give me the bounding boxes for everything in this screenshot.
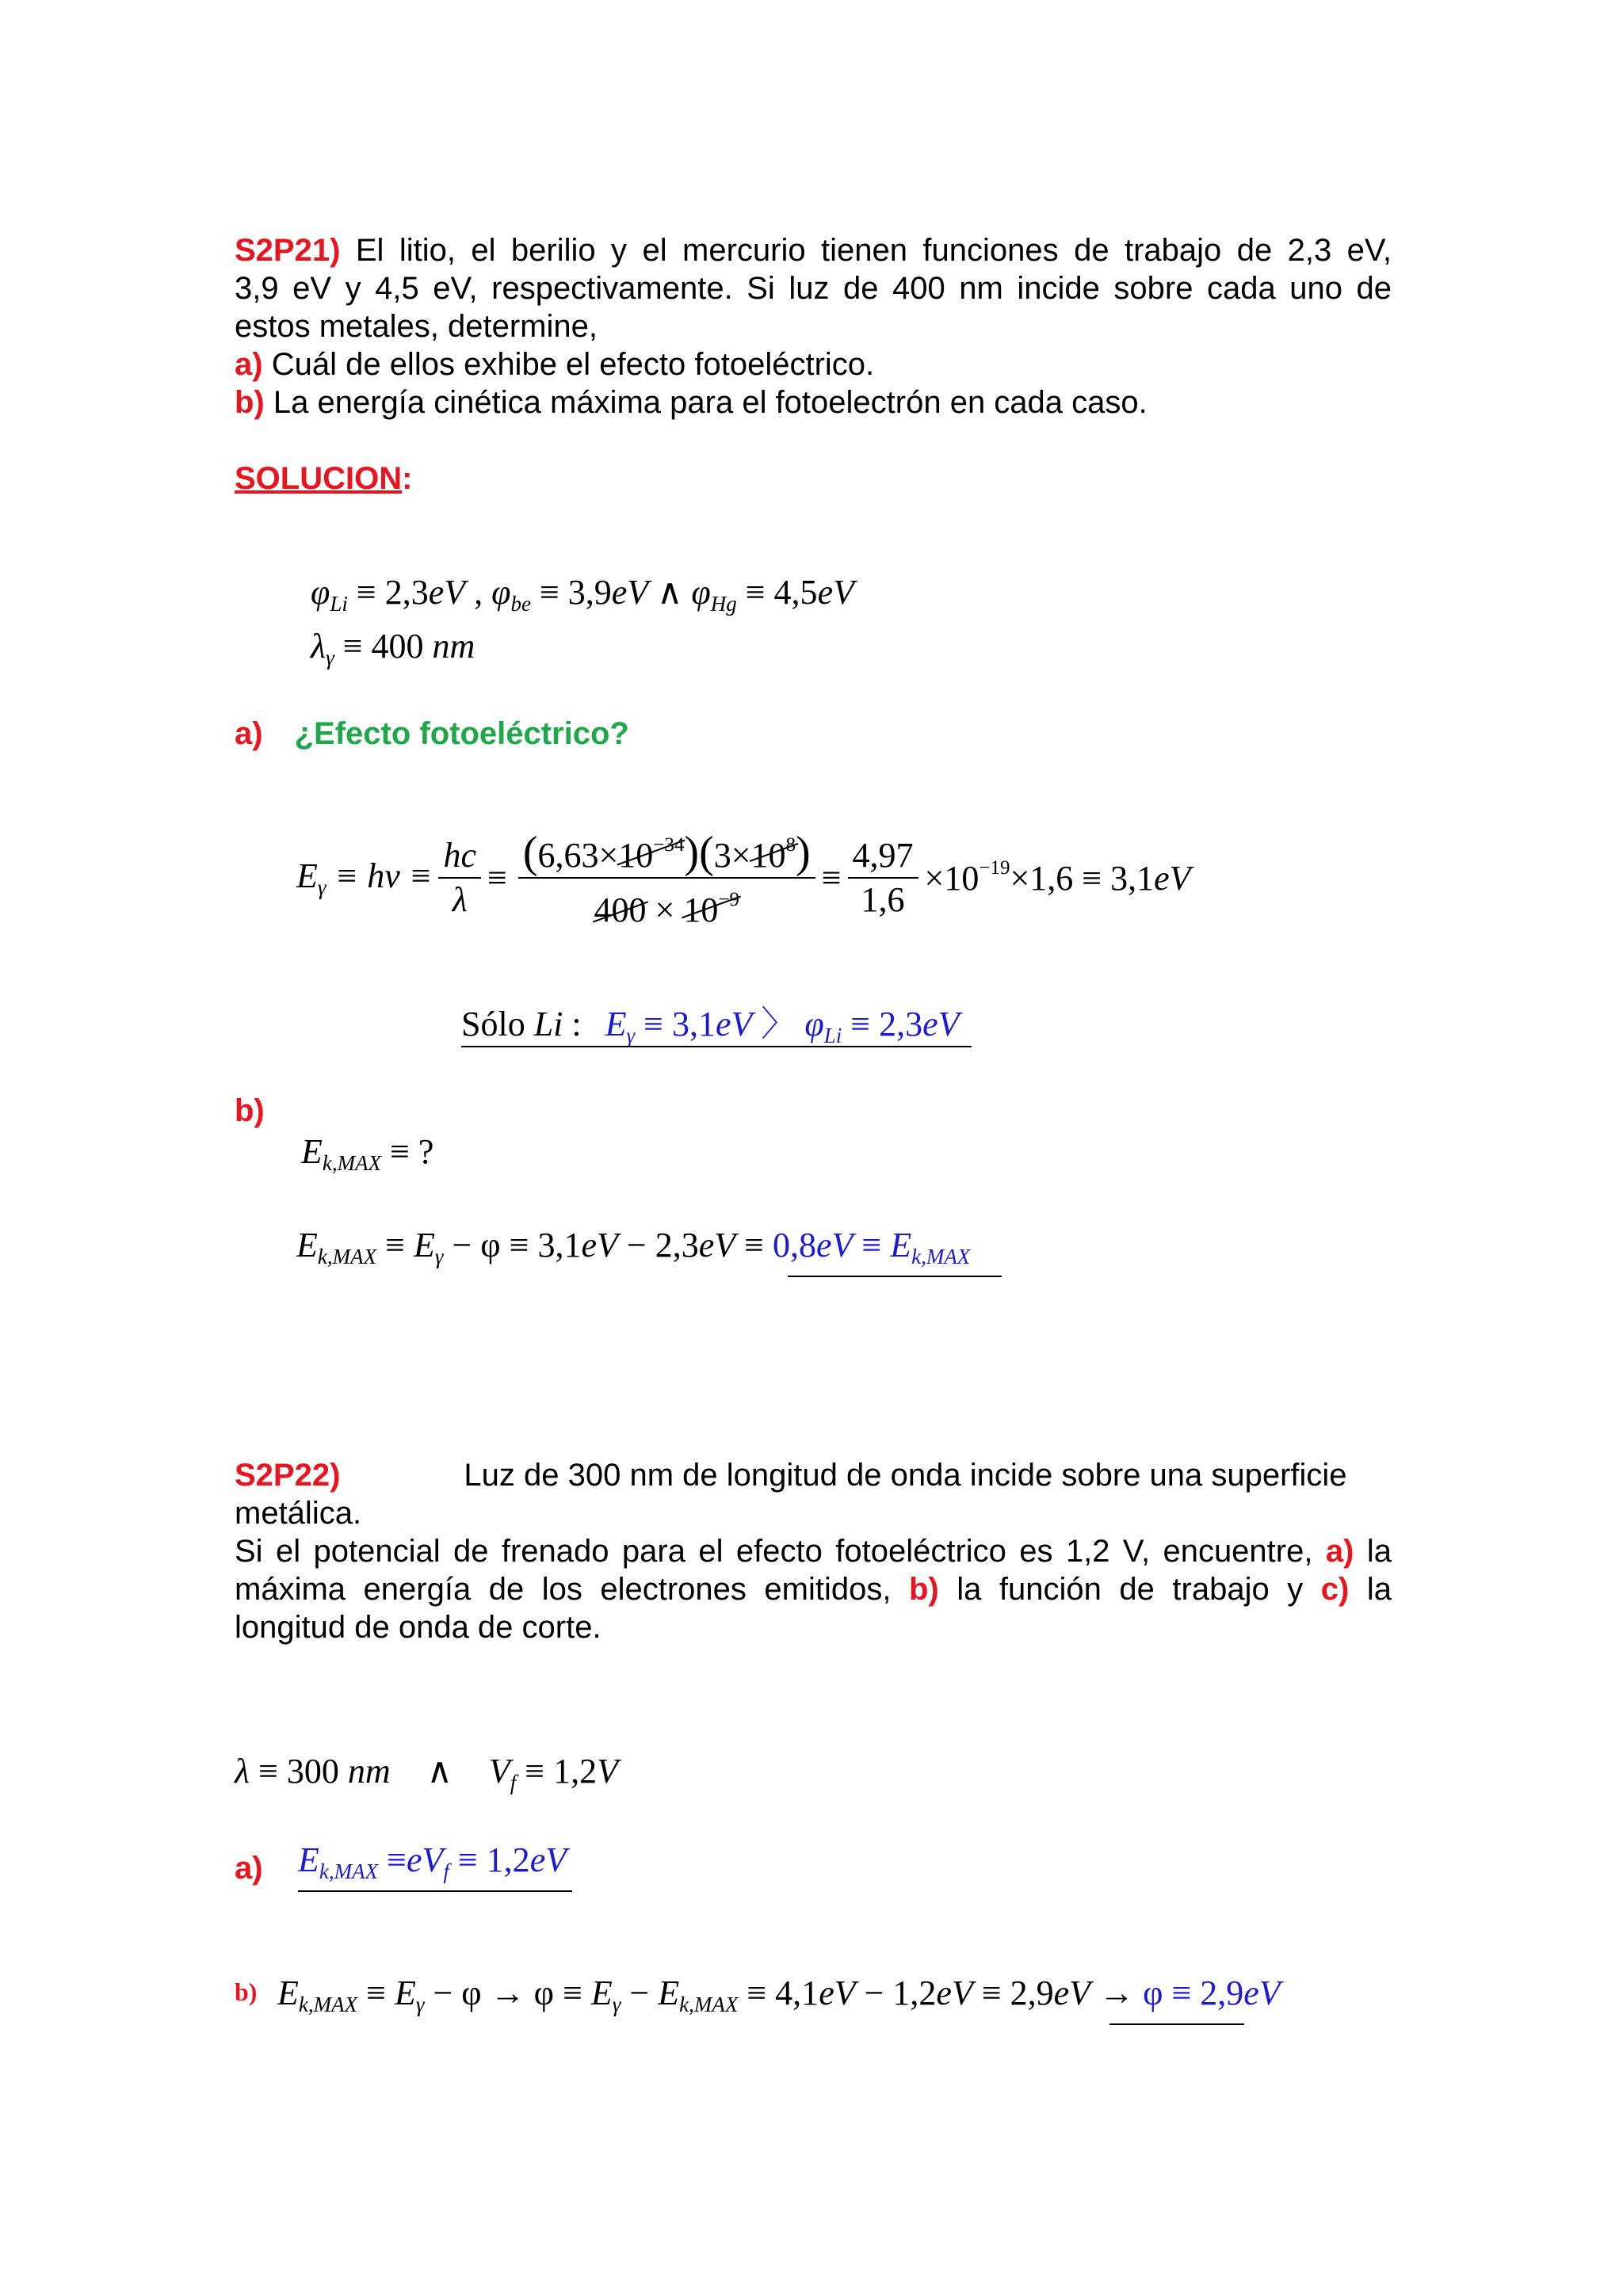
problem-22-statement: [235, 1456, 1392, 1646]
problem-22-line-3: Si el potencial de frenado para el efecto fotoeléctrico es 1,2 V, encuentre, a) la: [235, 1534, 1392, 1569]
given-wavelength: $\lambda_\gamma \equiv 400$ nm: [311, 627, 475, 669]
only-lithium-conclusion: Sólo Li : $E_\gamma \equiv 3,1eV$ 〉 $\varphi_{Li} \equiv 2,3eV$: [461, 1005, 960, 1047]
problem-21-label: S2P21): [235, 233, 341, 268]
problem-21-question-b: b) La energía cinética máxima para el fotoelectrón en cada caso.: [235, 385, 1148, 420]
problem-21-line-1: S2P21) El litio, el berilio y el mercurio tienen funciones de trabajo de 2,3 eV,: [235, 233, 1392, 268]
p22-part-b: b): [235, 1978, 258, 2006]
conclusion-underline: [461, 1046, 972, 1047]
p22-b-underline: [1109, 2023, 1244, 2025]
p22-a-equation: $E_{k,MAX} \equiv eV_f \equiv 1,2eV$: [298, 1840, 567, 1883]
p22-b-equation: $E_{k,MAX} \equiv E_\gamma - \varphi \to \varphi \equiv E_\gamma - E_{k,MAX} \equiv 4,1eV - 1,2eV \equiv 2,9eV \to \varphi \equiv 2,9eV$: [277, 1974, 1281, 2016]
ekmax-equation: $E_{k,MAX} \equiv E_\gamma - \varphi \equiv 3,1eV - 2,3eV \equiv 0,8eV \equiv E_{k,MAX}$: [296, 1226, 971, 1268]
problem-21-question-a: a) Cuál de ellos exhibe el efecto fotoeléctrico.: [235, 347, 875, 382]
problem-21-line-3: estos metales, determine,: [235, 309, 598, 344]
problem-22-line-1: S2P22) Luz de 300 nm de longitud de onda incide sobre una superficie: [235, 1458, 1347, 1493]
ekmax-question: $E_{k,MAX}$ ≡ ?: [301, 1132, 434, 1175]
ekmax-result-underline: [788, 1276, 1002, 1277]
part-a-heading: a) ¿Efecto fotoeléctrico?: [235, 716, 629, 751]
photon-energy-equation: $E_\gamma \equiv h\nu$ ≡ $\frac{hc}{\lambda}$ ≡ $\frac{(6,63\times 10^{-34})(3\times 10^8)}{400 \times 10^{-9}}$ ≡ $\frac{4,97}{1,6}$ $\times 10^{-19}\times 1,6 \equiv 3,1eV$: [296, 824, 1191, 932]
problem-22-line-5: longitud de onda de corte.: [235, 1610, 601, 1645]
p22-part-a: a): [235, 1851, 263, 1886]
problem-21-line-2: 3,9 eV y 4,5 eV, respectivamente. Si luz de 400 nm incide sobre cada uno de: [235, 271, 1392, 306]
p22-a-underline: [298, 1890, 572, 1892]
problem-22-line-2: metálica.: [235, 1496, 362, 1531]
problem-21-statement: [235, 231, 1392, 421]
part-b-label: b): [235, 1093, 265, 1128]
given-work-functions: $\varphi_{Li} \equiv 2,3eV$ , $\varphi_{be} \equiv 3,9eV$ ∧ $\varphi_{Hg} \equiv 4,5eV$: [311, 573, 854, 616]
problem-22-line-4: máxima energía de los electrones emitidos, b) la función de trabajo y c) la: [235, 1572, 1392, 1607]
solution-heading: SOLUCION:: [235, 461, 413, 496]
p22-given-values: λ ≡ 300 nm ∧ $V_f \equiv 1,2V$: [235, 1752, 619, 1794]
